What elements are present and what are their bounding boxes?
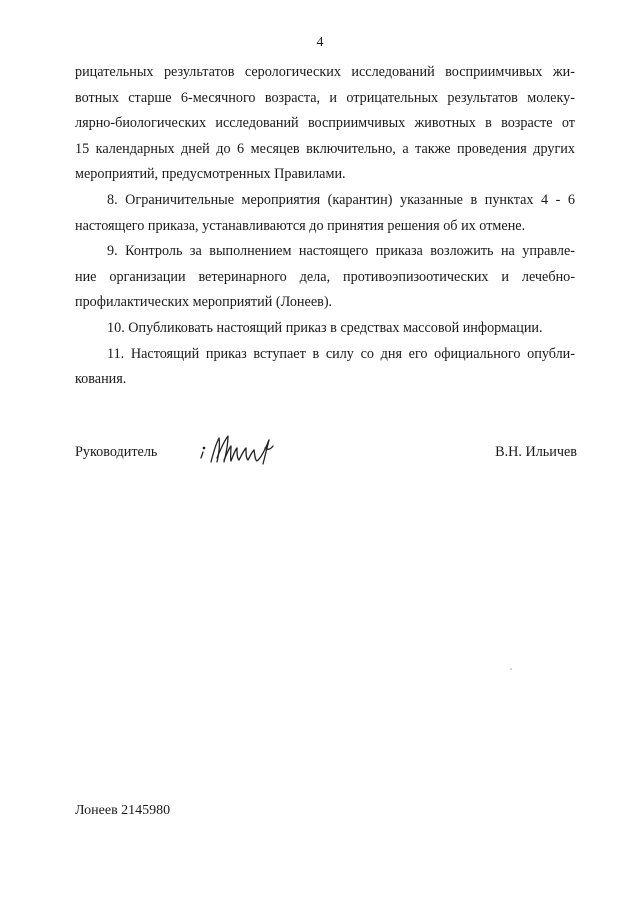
- paragraph-line: 15 календарных дней до 6 месяцев включительно, а также проведения других: [75, 140, 575, 157]
- paragraph-line: 9. Контроль за выполнением настоящего приказа возложить на управле-: [107, 243, 575, 260]
- page-number: 4: [316, 35, 324, 50]
- scan-speck: [510, 668, 512, 670]
- paragraph-line: мероприятий, предусмотренных Правилами.: [75, 166, 346, 183]
- paragraph-line: ние организации ветеринарного дела, противоэпизоотических и лечебно-: [75, 268, 575, 285]
- paragraph-line: профилактических мероприятий (Лонеев).: [75, 294, 333, 311]
- paragraph-line: настоящего приказа, устанавливаются до принятия решения об их отмене.: [75, 217, 526, 234]
- paragraph-line: лярно-биологических исследований восприимчивых животных в возрасте от: [75, 115, 575, 132]
- paragraph-line: кования.: [75, 371, 127, 388]
- handwritten-signature: [195, 428, 285, 474]
- signature-block: [75, 440, 577, 480]
- paragraph-line: рицательных результатов серологических исследований восприимчивых жи-: [75, 64, 575, 80]
- paragraph-line: вотных старше 6-месячного возраста, и отрицательных результатов молеку-: [75, 89, 575, 106]
- paragraph-line: 11. Настоящий приказ вступает в силу со дня его официального опубли-: [107, 345, 575, 362]
- executor-note: Лонеев 2145980: [75, 803, 171, 818]
- signatory-title: Руководитель: [75, 444, 158, 460]
- paragraph-line: 8. Ограничительные мероприятия (карантин) указанные в пунктах 4 - 6: [107, 191, 575, 208]
- paragraph-line: 10. Опубликовать настоящий приказ в средствах массовой информации.: [107, 319, 543, 336]
- document-body: [75, 60, 575, 393]
- signatory-name: В.Н. Ильичев: [495, 444, 577, 460]
